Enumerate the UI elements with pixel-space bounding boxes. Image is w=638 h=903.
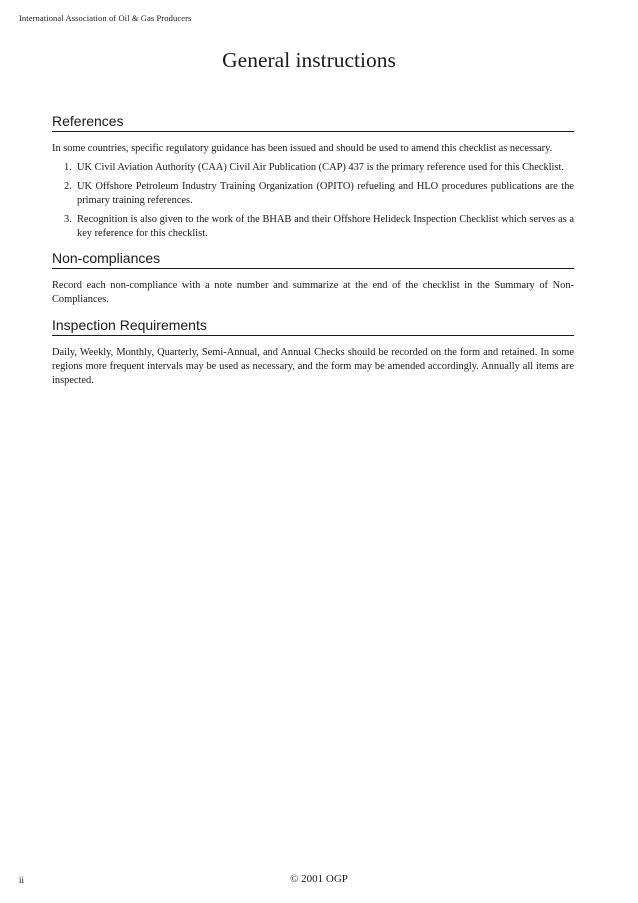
list-item: [52, 180, 574, 208]
page-title: General instructions: [222, 48, 396, 72]
list-item-text: UK Offshore Petroleum Industry Training Organization (OPITO) refueling and HLO procedures publications are the primary training references.: [77, 181, 574, 206]
section-heading-references: References: [52, 112, 574, 132]
references-section: [52, 112, 574, 241]
list-item-text: UK Civil Aviation Authority (CAA) Civil Air Publication (CAP) 437 is the primary reference used for this Checklist.: [77, 162, 564, 173]
non-compliances-section: [52, 249, 574, 307]
references-intro: In some countries, specific regulatory guidance has been issued and should be used to amend this checklist as necessary.: [52, 143, 553, 154]
footer-copyright: © 2001 OGP: [290, 873, 348, 885]
references-list: [52, 161, 574, 241]
list-item-number: 1.: [64, 162, 72, 173]
inspection-requirements-body: Daily, Weekly, Monthly, Quarterly, Semi-Annual, and Annual Checks should be recorded on the form and retained. In some regions more frequent intervals may be used as necessary, and the form may be amended accordingly. Annually all items are inspected.: [52, 347, 574, 386]
list-item-number: 3.: [64, 214, 72, 225]
list-item: [52, 161, 574, 175]
inspection-requirements-section: [52, 316, 574, 388]
section-heading-non-compliances: Non-compliances: [52, 249, 574, 269]
section-heading-inspection-requirements: Inspection Requirements: [52, 316, 574, 336]
list-item: [52, 213, 574, 241]
list-item-number: 2.: [64, 181, 72, 192]
page-number: ii: [19, 875, 25, 885]
non-compliances-body: Record each non-compliance with a note number and summarize at the end of the checklist in the Summary of Non-Compliances.: [52, 280, 574, 305]
list-item-text: Recognition is also given to the work of the BHAB and their Offshore Helideck Inspection Checklist which serves as a key reference for this checklist.: [77, 214, 574, 239]
running-header: International Association of Oil & Gas Producers: [19, 13, 192, 23]
main-content: [52, 112, 574, 388]
